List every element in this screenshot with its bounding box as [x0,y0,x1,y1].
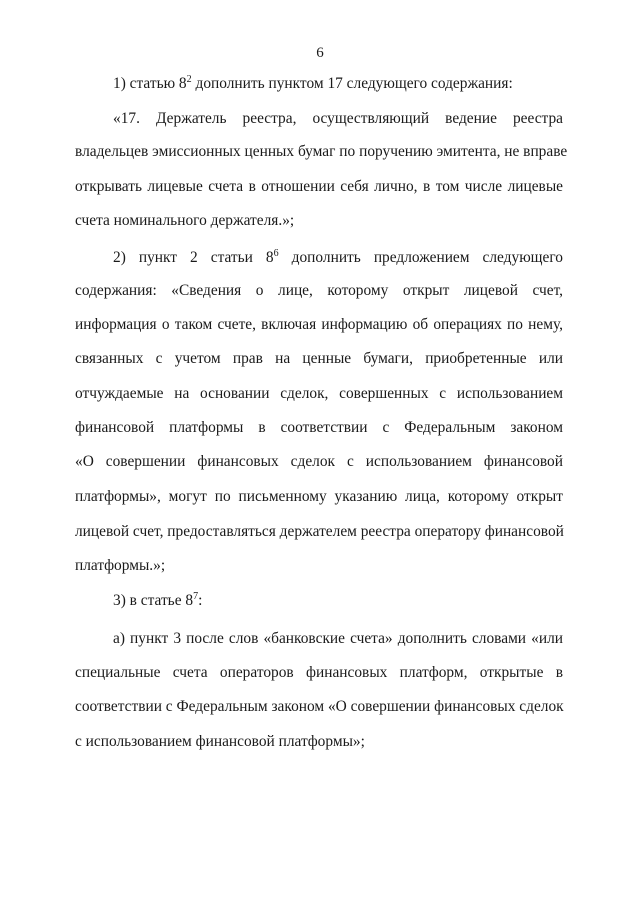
text-line [75,281,563,301]
text-line [75,487,563,507]
superscript: 2 [186,74,192,85]
text-run: а) пункт 3 после слов «банковские счета» дополнить словами «или [113,630,563,647]
text-line [75,452,563,472]
text-run: 1) статью 8 [113,75,187,92]
text-run: соответствии с Федеральным законом «О совершении финансовых сделок [75,698,564,715]
text-run: открывать лицевые счета в отношении себя лично, в том числе лицевые [75,178,563,195]
text-line [75,418,563,438]
text-run: отчуждаемые на основании сделок, совершенных с использованием [75,385,563,402]
text-line [113,74,563,94]
text-run: 3) в статье 8 [113,592,194,609]
text-run: связанных с учетом прав на ценные бумаги, приобретенные или [75,350,563,367]
text-run: «17. Держатель реестра, осуществляющий ведение реестра [113,110,563,127]
text-run: финансовой платформы в соответствии с Федеральным законом [75,419,563,436]
text-run: специальные счета операторов финансовых платформ, открытые в [75,664,563,681]
text-line [75,732,563,752]
text-line [75,315,563,335]
text-line [113,109,563,129]
text-line [75,142,568,162]
text-run: с использованием финансовой платформы»; [75,733,365,750]
text-line [75,211,563,231]
text-run: : [198,592,203,609]
text-line [75,522,563,542]
text-line [75,384,563,404]
text-line [113,629,563,649]
text-line [75,697,563,717]
text-run: дополнить предложением следующего [278,249,563,266]
text-line [113,248,563,268]
text-line [75,349,563,369]
text-line [75,663,563,683]
text-run: счета номинального держателя.»; [75,212,295,229]
text-run: платформы», могут по письменному указанию лица, которому открыт [75,488,563,505]
page-number: 6 [316,45,324,61]
text-run: «О совершении финансовых сделок с использованием финансовой [75,453,563,470]
text-run: информация о таком счете, включая информацию об операциях по нему, [75,316,563,333]
superscript: 6 [273,248,279,259]
text-run: платформы.»; [75,557,166,574]
text-run: лицевой счет, предоставляться держателем реестра оператору финансовой [75,523,564,540]
superscript: 7 [193,591,199,602]
text-run: дополнить пунктом 17 следующего содержания: [191,75,513,92]
text-run: 2) пункт 2 статьи 8 [113,249,274,266]
text-line [75,177,563,197]
text-run: содержания: «Сведения о лице, которому открыт лицевой счет, [75,282,563,299]
text-run: владельцев эмиссионных ценных бумаг по поручению эмитента, не вправе [75,143,568,160]
text-line [75,556,563,576]
text-line [113,591,563,611]
